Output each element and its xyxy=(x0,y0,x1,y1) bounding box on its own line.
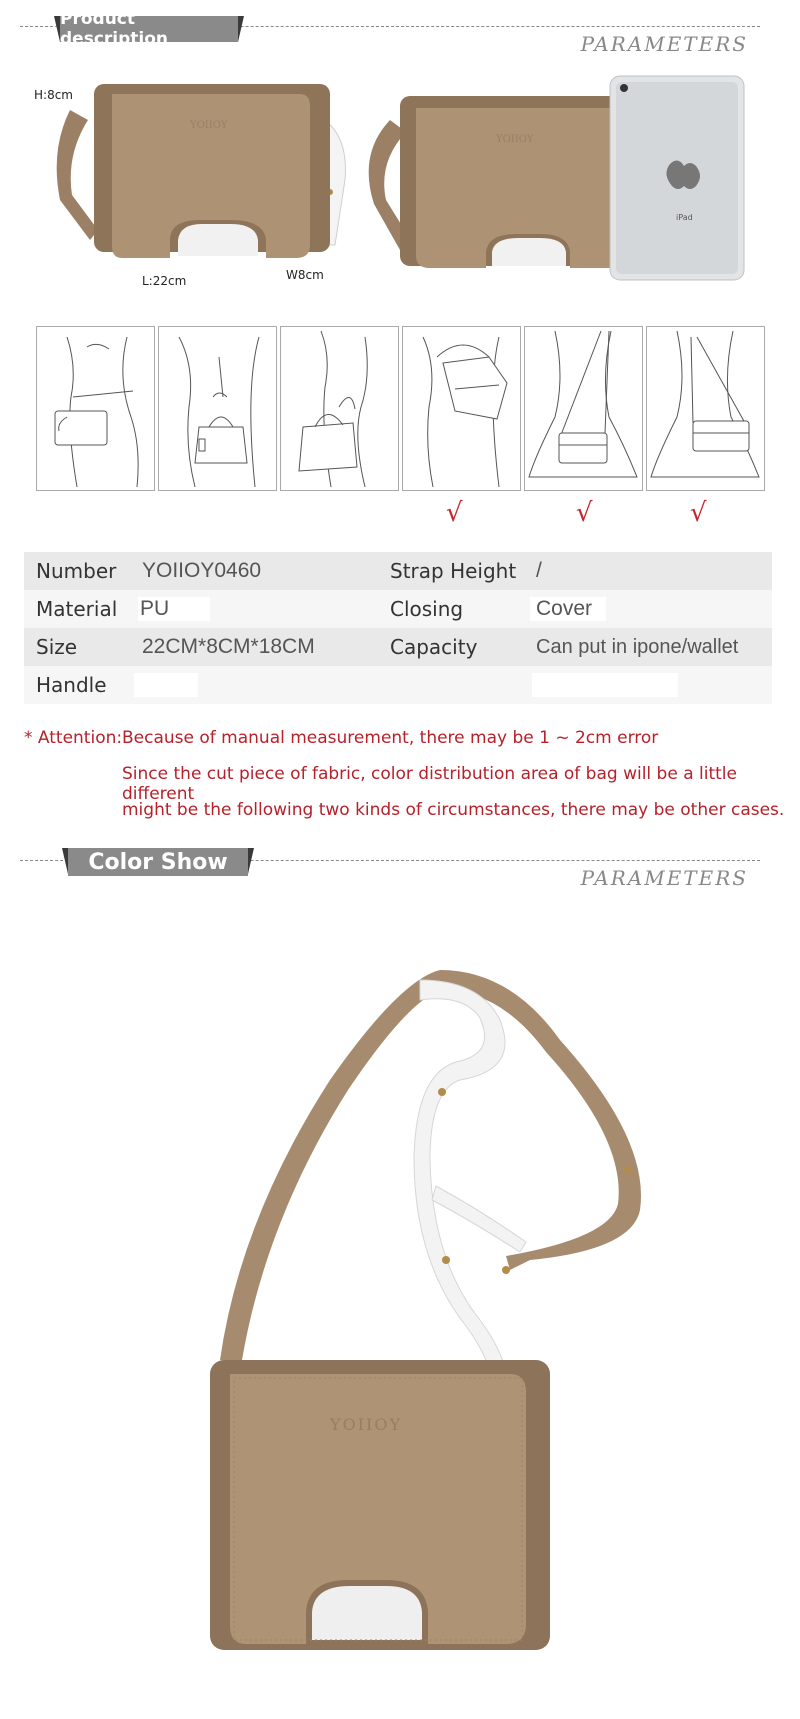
carry-style-crossbody xyxy=(646,326,765,491)
spec-value: YOIIOY0460 xyxy=(142,559,262,582)
product-photo-size-comparison xyxy=(360,74,760,294)
carry-style-crossbody-long xyxy=(524,326,643,491)
spec-value: Cover xyxy=(536,597,593,620)
height-label: H:8cm xyxy=(34,88,73,102)
attention-line-2: Since the cut piece of fabric, color distribution area of bag will be a little different xyxy=(122,764,737,804)
spec-label: Strap Height xyxy=(390,559,517,583)
value-background xyxy=(134,673,198,697)
spec-label: Handle xyxy=(36,673,107,697)
spec-row xyxy=(24,628,772,666)
carry-style-clutch xyxy=(36,326,155,491)
spec-label: Size xyxy=(36,635,78,659)
color-show-photo xyxy=(180,960,660,1660)
product-photo-dimensions xyxy=(30,70,370,290)
value-background xyxy=(532,673,678,697)
color-show-header xyxy=(20,848,760,918)
bag-large-image xyxy=(180,960,660,1660)
attention-line-1: Because of manual measurement, there may be 1 ~ 2cm error xyxy=(122,728,659,748)
bag-with-tablet-image xyxy=(360,74,760,294)
spec-value: 22CM*8CM*18CM xyxy=(142,635,315,658)
carry-style-arm xyxy=(280,326,399,491)
attention-prefix: * Attention: xyxy=(24,728,123,748)
spec-label: Number xyxy=(36,559,117,583)
spec-value: Can put in ipone/wallet xyxy=(536,636,739,658)
spec-label: Capacity xyxy=(390,635,478,659)
spec-row xyxy=(24,552,772,590)
section-title: Color Show xyxy=(68,848,248,876)
svg-text:YOIIOY: YOIIOY xyxy=(496,134,534,145)
check-mark-crossbody: √ xyxy=(690,498,707,528)
section-subtitle: PARAMETERS xyxy=(580,866,748,890)
spec-value: / xyxy=(536,559,542,582)
spec-value: PU xyxy=(140,597,170,620)
check-mark-crossbody-long: √ xyxy=(576,498,593,528)
spec-label: Material xyxy=(36,597,118,621)
spec-row xyxy=(24,590,772,628)
spec-row xyxy=(24,666,772,704)
width-label: W8cm xyxy=(286,268,324,282)
attention-line-3: might be the following two kinds of circumstances, there may be other cases. xyxy=(122,800,785,820)
spec-label: Closing xyxy=(390,597,464,621)
section-subtitle: PARAMETERS xyxy=(580,32,748,56)
bag-image xyxy=(30,70,370,290)
carry-style-shoulder xyxy=(402,326,521,491)
carry-style-hand-held xyxy=(158,326,277,491)
section-title: Product description xyxy=(60,16,238,42)
length-label: L:22cm xyxy=(142,274,187,288)
check-mark-shoulder: √ xyxy=(446,498,463,528)
spec-table xyxy=(24,552,772,704)
svg-text:YOIIOY: YOIIOY xyxy=(330,1415,402,1434)
svg-text:iPad: iPad xyxy=(676,213,693,222)
svg-text:YOIIOY: YOIIOY xyxy=(190,120,228,131)
